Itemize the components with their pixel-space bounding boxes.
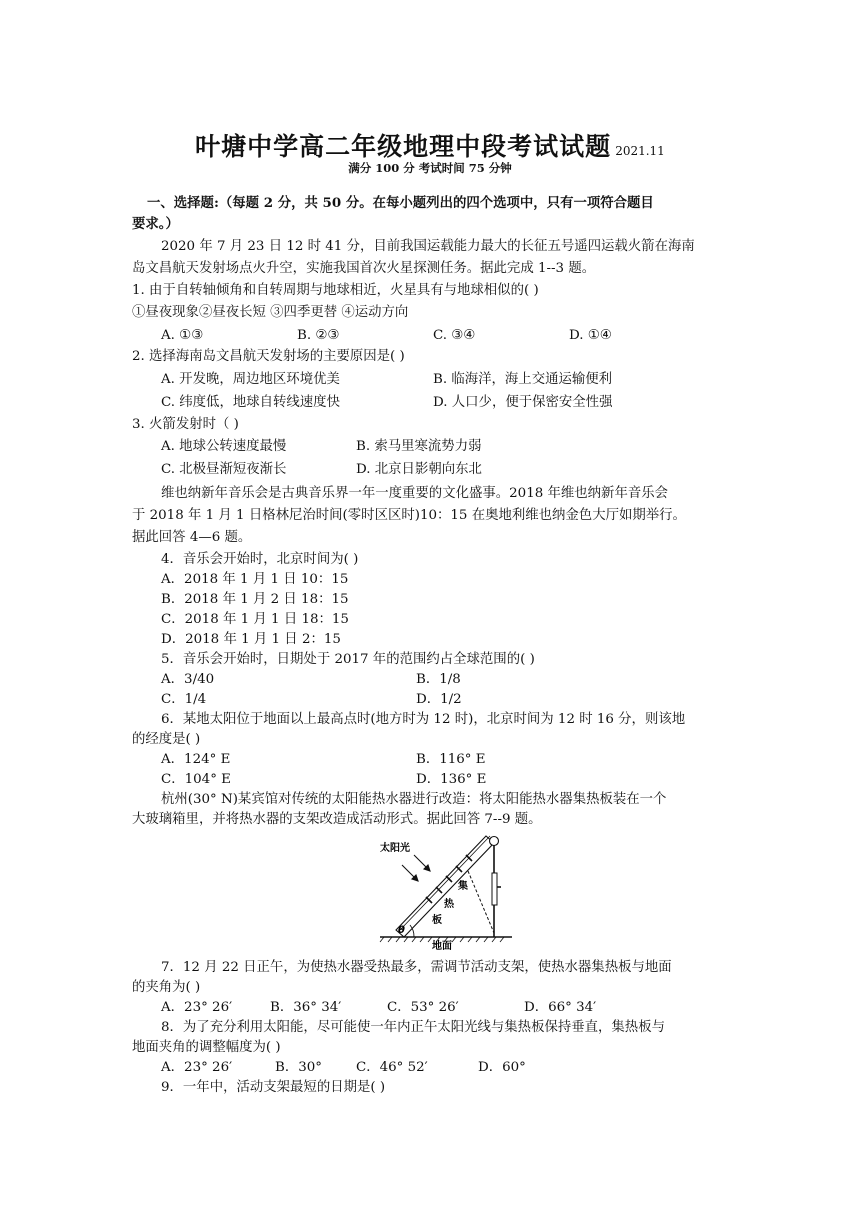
panel-char-3: 板 bbox=[432, 915, 442, 926]
q5-option-c: C．1/4 bbox=[161, 692, 207, 707]
q7-option-d: D．66° 34′ bbox=[524, 1000, 597, 1015]
q2-option-b: B. 临海洋，海上交通运输便利 bbox=[433, 372, 613, 387]
q5-option-a: A．3/40 bbox=[161, 672, 215, 687]
q3-option-b: B. 索马里寒流势力弱 bbox=[356, 439, 482, 454]
q6-option-c: C．104° E bbox=[161, 772, 231, 787]
q6-option-d: D．136° E bbox=[416, 772, 487, 787]
q5-option-b: B．1/8 bbox=[416, 672, 461, 687]
q1-option-a: A. ①③ bbox=[161, 328, 204, 343]
q8-option-c: C．46° 52′ bbox=[356, 1060, 428, 1075]
passage-2-line-3: 据此回答 4—6 题。 bbox=[132, 530, 252, 545]
passage-1-line-2: 岛文昌航天发射场点火升空，实施我国首次火星探测任务。据此完成 1--3 题。 bbox=[132, 261, 596, 276]
q6-option-b: B．116° E bbox=[416, 752, 486, 767]
section-heading: 一、选择题:（每题 2 分，共 50 分。在每小题列出的四个选项中，只有一项符合题目 bbox=[147, 195, 654, 211]
title-date: 2021.11 bbox=[615, 144, 665, 158]
question-6-line-2: 的经度是( ) bbox=[132, 732, 201, 747]
q4-option-a: A．2018 年 1 月 1 日 10：15 bbox=[161, 572, 349, 587]
question-2: 2. 选择海南岛文昌航天发射场的主要原因是( ) bbox=[132, 349, 405, 364]
sun-label: 太阳光 bbox=[380, 843, 410, 854]
question-4: 4．音乐会开始时，北京时间为( ) bbox=[161, 552, 359, 567]
q8-option-b: B．30° bbox=[275, 1060, 322, 1075]
q7-option-a: A．23° 26′ bbox=[161, 1000, 233, 1015]
q5-option-d: D．1/2 bbox=[416, 692, 462, 707]
section-heading-cont: 要求。） bbox=[132, 216, 179, 232]
q2-option-c: C. 纬度低，地球自转线速度快 bbox=[161, 395, 340, 410]
q3-option-d: D. 北京日影朝向东北 bbox=[356, 462, 482, 477]
q8-option-d: D．60° bbox=[478, 1060, 526, 1075]
q7-option-c: C．53° 26′ bbox=[387, 1000, 459, 1015]
q2-option-d: D. 人口少，便于保密安全性强 bbox=[433, 395, 613, 410]
panel-char-1: 集 bbox=[458, 881, 468, 892]
passage-1-line-1: 2020 年 7 月 23 日 12 时 41 分，目前我国运载能力最大的长征五号遥四运载火箭在海南 bbox=[161, 239, 695, 254]
question-7-line-2: 的夹角为( ) bbox=[132, 980, 201, 995]
page-title bbox=[0, 127, 860, 163]
question-7-line-1: 7．12 月 22 日正午，为使热水器受热最多，需调节活动支架，使热水器集热板与地面 bbox=[161, 960, 672, 975]
q4-option-b: B．2018 年 1 月 2 日 18：15 bbox=[161, 592, 349, 607]
question-3: 3. 火箭发射时（ ) bbox=[132, 417, 239, 432]
question-1-items: ①昼夜现象②昼夜长短 ③四季更替 ④运动方向 bbox=[132, 305, 409, 320]
passage-3-line-1: 杭州(30° N)某宾馆对传统的太阳能热水器进行改造：将太阳能热水器集热板装在一个 bbox=[161, 792, 667, 807]
question-6-line-1: 6．某地太阳位于地面以上最高点时(地方时为 12 时)，北京时间为 12 时 16 分，则该地 bbox=[161, 712, 686, 727]
title-text: 叶塘中学高二年级地理中段考试试题 bbox=[195, 132, 612, 161]
question-8-line-2: 地面夹角的调整幅度为( ) bbox=[132, 1040, 281, 1055]
q3-option-c: C. 北极昼渐短夜渐长 bbox=[161, 462, 287, 477]
question-9: 9．一年中，活动支架最短的日期是( ) bbox=[161, 1080, 386, 1095]
q1-option-d: D. ①④ bbox=[569, 328, 612, 343]
solar-heater-diagram bbox=[374, 833, 514, 951]
q7-option-b: B．36° 34′ bbox=[270, 1000, 342, 1015]
q4-option-c: C．2018 年 1 月 1 日 18：15 bbox=[161, 612, 349, 627]
passage-3-line-2: 大玻璃箱里，并将热水器的支架改造成活动形式。据此回答 7--9 题。 bbox=[132, 812, 542, 827]
q8-option-a: A．23° 26′ bbox=[161, 1060, 233, 1075]
passage-2-line-2: 于 2018 年 1 月 1 日格林尼治时间(零时区区时)10：15 在奥地利维也纳金色大厅如期举行。 bbox=[132, 508, 686, 523]
ground-label: 地面 bbox=[432, 941, 452, 951]
q1-option-c: C. ③④ bbox=[433, 328, 476, 343]
question-5: 5．音乐会开始时，日期处于 2017 年的范围约占全球范围的( ) bbox=[161, 652, 535, 667]
question-1: 1. 由于自转轴倾角和自转周期与地球相近，火星具有与地球相似的( ) bbox=[132, 283, 539, 298]
q4-option-d: D．2018 年 1 月 1 日 2：15 bbox=[161, 632, 341, 647]
exam-subtitle: 满分 100 分 考试时间 75 分钟 bbox=[348, 161, 512, 175]
q3-option-a: A. 地球公转速度最慢 bbox=[161, 439, 287, 454]
q6-option-a: A．124° E bbox=[161, 752, 231, 767]
q1-option-b: B. ②③ bbox=[297, 328, 340, 343]
q2-option-a: A. 开发晚，周边地区环境优美 bbox=[161, 372, 340, 387]
panel-char-2: 热 bbox=[444, 899, 454, 910]
angle-label: θ bbox=[398, 925, 405, 936]
passage-2-line-1: 维也纳新年音乐会是古典音乐界一年一度重要的文化盛事。2018 年维也纳新年音乐会 bbox=[161, 486, 669, 501]
question-8-line-1: 8．为了充分利用太阳能，尽可能使一年内正午太阳光线与集热板保持垂直，集热板与 bbox=[161, 1020, 665, 1035]
